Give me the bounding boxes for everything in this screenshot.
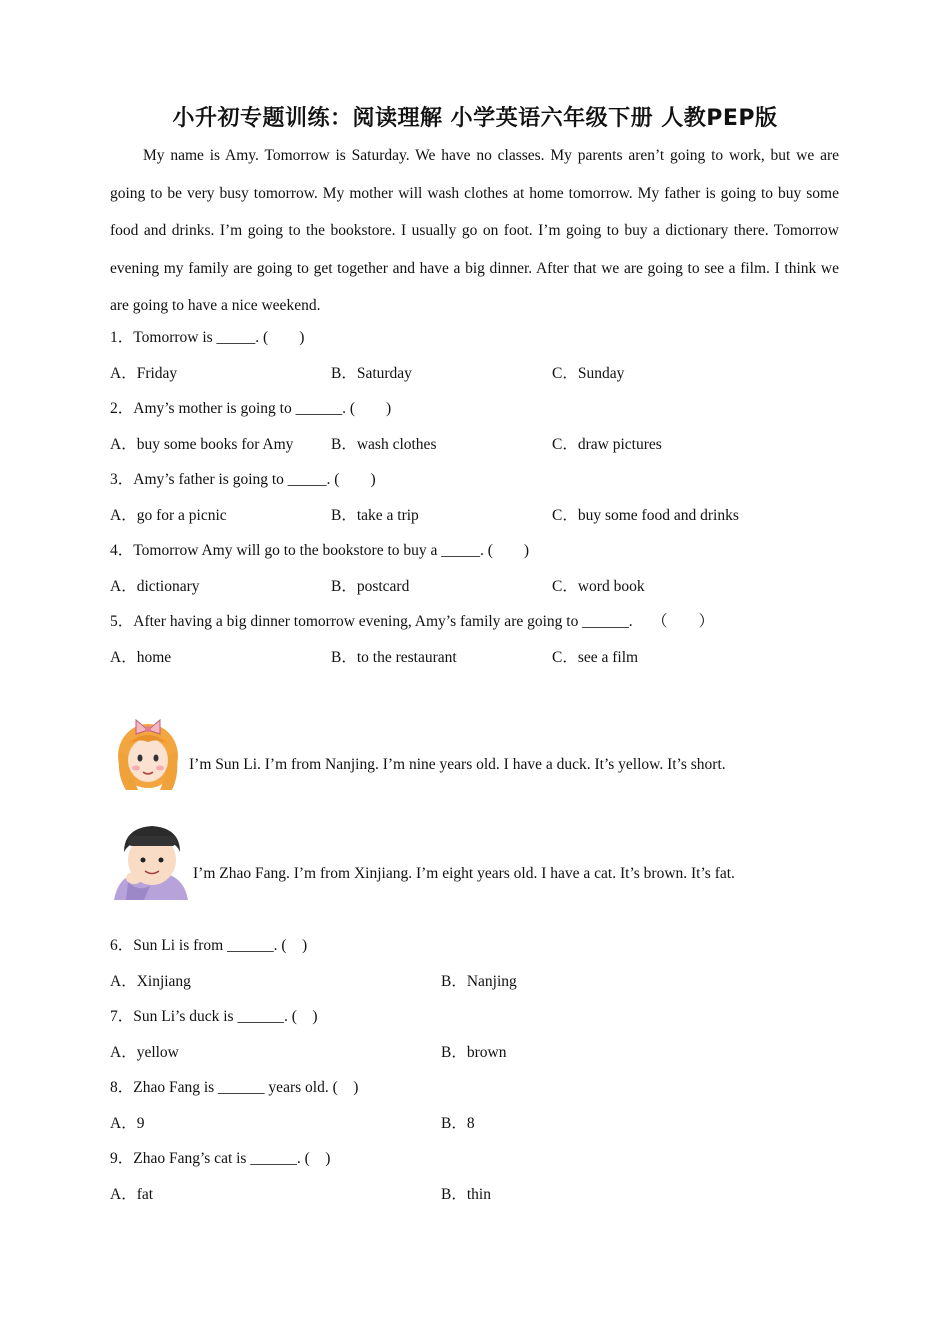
option-2b: B．wash clothes (331, 436, 437, 453)
option-4b: B．postcard (331, 578, 410, 595)
option-3a: A．go for a picnic (110, 507, 227, 524)
option-7a: A．yellow (110, 1044, 179, 1061)
page-title: 小升初专题训练：阅读理解 小学英语六年级下册 人教PEP版 (172, 106, 778, 131)
option-8a: A．9 (110, 1115, 145, 1132)
option-6b: B．Nanjing (441, 973, 517, 990)
question-8: 8．Zhao Fang is ______ years old. ( ) (110, 1079, 359, 1096)
option-4a: A．dictionary (110, 578, 200, 595)
question-4: 4．Tomorrow Amy will go to the bookstore to buy a _____. ( ) (110, 542, 530, 559)
option-4c: C．word book (552, 578, 645, 595)
question-2: 2．Amy’s mother is going to ______. ( ) (110, 400, 392, 417)
option-6a: A．Xinjiang (110, 973, 191, 990)
option-1b: B．Saturday (331, 365, 412, 382)
option-9a: A．fat (110, 1186, 154, 1203)
option-2c: C．draw pictures (552, 436, 662, 453)
reading-passage (110, 137, 839, 325)
option-9b: B．thin (441, 1186, 491, 1203)
question-1: 1．Tomorrow is _____. ( ) (110, 329, 305, 346)
speaker-sun-li-text: I’m Sun Li. I’m from Nanjing. I’m nine years old. I have a duck. It’s yellow. It’s short. (189, 756, 726, 773)
speaker-zhao-fang-text: I’m Zhao Fang. I’m from Xinjiang. I’m eight years old. I have a cat. It’s brown. It’s fat. (193, 865, 735, 882)
question-9: 9．Zhao Fang’s cat is ______. ( ) (110, 1150, 331, 1167)
option-7b: B．brown (441, 1044, 507, 1061)
question-3: 3．Amy’s father is going to _____. ( ) (110, 471, 376, 488)
option-3c: C．buy some food and drinks (552, 507, 739, 524)
option-5c: C．see a film (552, 649, 639, 666)
question-6: 6．Sun Li is from ______. ( ) (110, 937, 308, 954)
girl-avatar-icon (108, 712, 188, 792)
option-3b: B．take a trip (331, 507, 419, 524)
option-1c: C．Sunday (552, 365, 625, 382)
boy-avatar-icon (108, 822, 192, 900)
option-2a: A．buy some books for Amy (110, 436, 294, 453)
option-5b: B．to the restaurant (331, 649, 457, 666)
question-7: 7．Sun Li’s duck is ______. ( ) (110, 1008, 318, 1025)
passage-text: My name is Amy. Tomorrow is Saturday. We have no classes. My parents aren’t going to work, but we are going to be very busy tomorrow. My mother will wash clothes at home tomorrow. My father is going to buy some food and drinks. I’m going to the bookstore. I usually go on foot. I’m going to buy a dictionary there. Tomorrow evening my family are going to get together and have a big dinner. After that we are going to see a film. I think we are going to have a nice weekend. (110, 147, 839, 314)
option-1a: A．Friday (110, 365, 178, 382)
option-8b: B．8 (441, 1115, 475, 1132)
question-5: 5．After having a big dinner tomorrow evening, Amy’s family are going to ______. （ ） (110, 613, 714, 630)
option-5a: A．home (110, 649, 172, 666)
